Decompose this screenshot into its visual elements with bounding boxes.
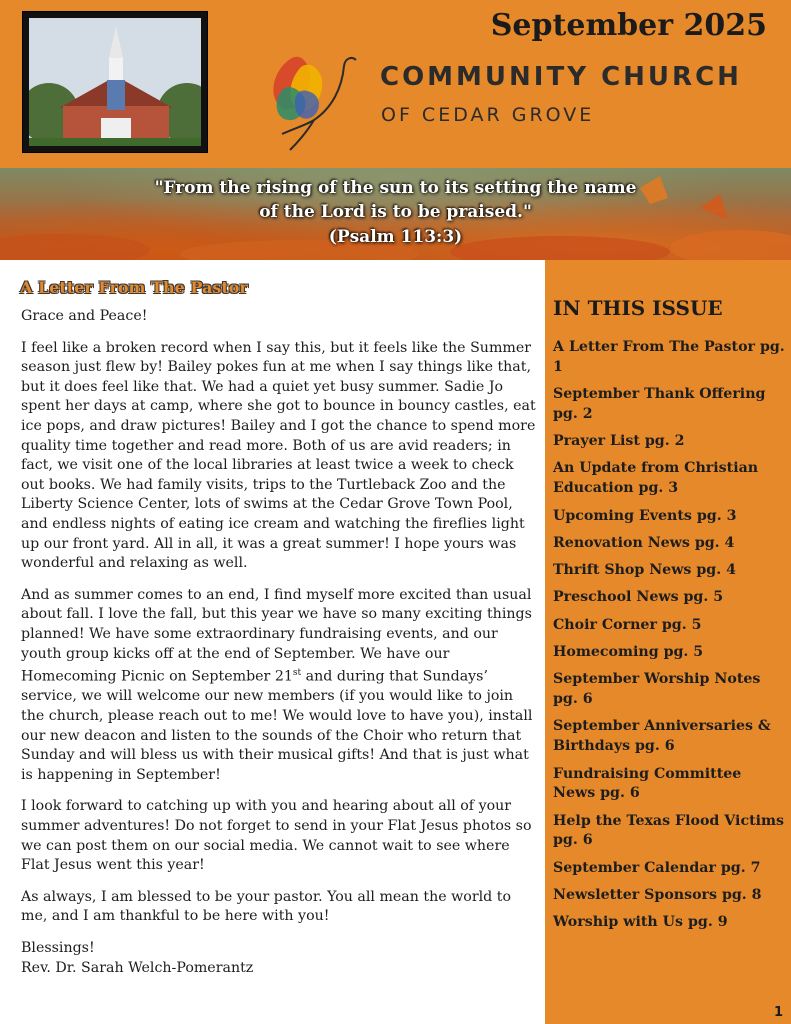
scripture-line-1: "From the rising of the sun to its setting the name [154,178,637,198]
church-logo-icon [252,38,364,156]
toc-item: Worship with Us pg. 9 [553,914,728,931]
sidebar-title: IN THIS ISSUE [553,296,723,320]
letter-paragraph-3: I look forward to catching up with you and hearing about all of your summer adventures! Do not forget to send in your Flat Jesus photos so we can post them on our social media. We cannot wait to see where Flat Jesus went this year! [21,798,532,874]
letter-title: A Letter From The Pastor [20,278,248,297]
toc-item: Help the Texas Flood Victims pg. 6 [553,812,785,849]
letter-greeting: Grace and Peace! [21,308,148,324]
toc-item: A Letter From The Pastor pg. 1 [553,339,785,375]
toc-item: Newsletter Sponsors pg. 8 [553,887,762,904]
church-subtitle: OF CEDAR GROVE [381,104,595,126]
in-this-issue-sidebar [545,260,791,1024]
letter-paragraph-4: As always, I am blessed to be your pastor. You all mean the world to me, and I am thankful to be here with you! [21,888,511,925]
toc-item: Prayer List pg. 2 [553,433,685,450]
toc-item: An Update from Christian Education pg. 3 [553,460,759,497]
letter-paragraph-2: And as summer comes to an end, I find myself more excited than usual about fall. I love the fall, but this year we have so many exciting things planned! We have some extraordinary fundraising events, and our youth group kicks off at the end of September. We have our Homecoming Picnic on September 21st and during that Sundays’ service, we will welcome our new members (if you would like to join the church, please reach out to me! We would love to have you), install our new deacon and listen to the sounds of the Choir who return that Sunday and will bless us with their musical gifts! And that is just what is happening in September! [21,586,533,783]
toc-item: Upcoming Events pg. 3 [553,507,737,524]
table-of-contents [553,338,785,941]
toc-item: September Anniversaries & Birthdays pg. 6 [553,718,771,755]
church-building-image [29,18,201,146]
church-name: COMMUNITY CHURCH [380,62,742,92]
toc-item: September Calendar pg. 7 [553,859,761,876]
pastor-letter-section [0,260,545,1024]
toc-item: Choir Corner pg. 5 [553,616,702,633]
newsletter-header [0,0,791,168]
scripture-line-2: of the Lord is to be praised." [259,202,532,222]
letter-closing: Blessings! [21,939,95,956]
toc-item: Homecoming pg. 5 [553,644,704,661]
letter-paragraph-1: I feel like a broken record when I say this, but it feels like the Summer season just flew by! Bailey pokes fun at me when I say things like that, but it does feel like that. We had a quiet yet busy summer. Sadie Jo spent her days at camp, where she got to bounce in bouncy castles, eat ice pops, and draw pictures! Bailey and I got the chance to spend more quality time together and read more. Both of us are avid readers; in fact, we visit one of the local libraries at least twice a week to check out books. We had family visits, trips to the Turtleback Zoo and the Liberty Science Center, lots of swims at the Cedar Grove Town Pool, and endless nights of eating ice cream and watching the fireflies light up our front yard. All in all, it was a great summer! I hope yours was wonderful and relaxing as well. [21,339,536,572]
toc-item: Renovation News pg. 4 [553,534,735,551]
toc-item: Thrift Shop News pg. 4 [553,562,736,579]
issue-date: September 2025 [490,8,767,43]
page-number: 1 [773,1005,783,1020]
scripture-reference: (Psalm 113:3) [328,227,463,247]
letter-body [21,307,536,978]
letter-signature: Rev. Dr. Sarah Welch-Pomerantz [21,959,254,976]
toc-item: Fundraising Committee News pg. 6 [553,765,742,802]
church-photo [22,11,208,153]
toc-item: September Thank Offering pg. 2 [553,386,766,422]
scripture-banner [0,168,791,260]
toc-item: Preschool News pg. 5 [553,589,724,606]
toc-item: September Worship Notes pg. 6 [553,671,761,708]
